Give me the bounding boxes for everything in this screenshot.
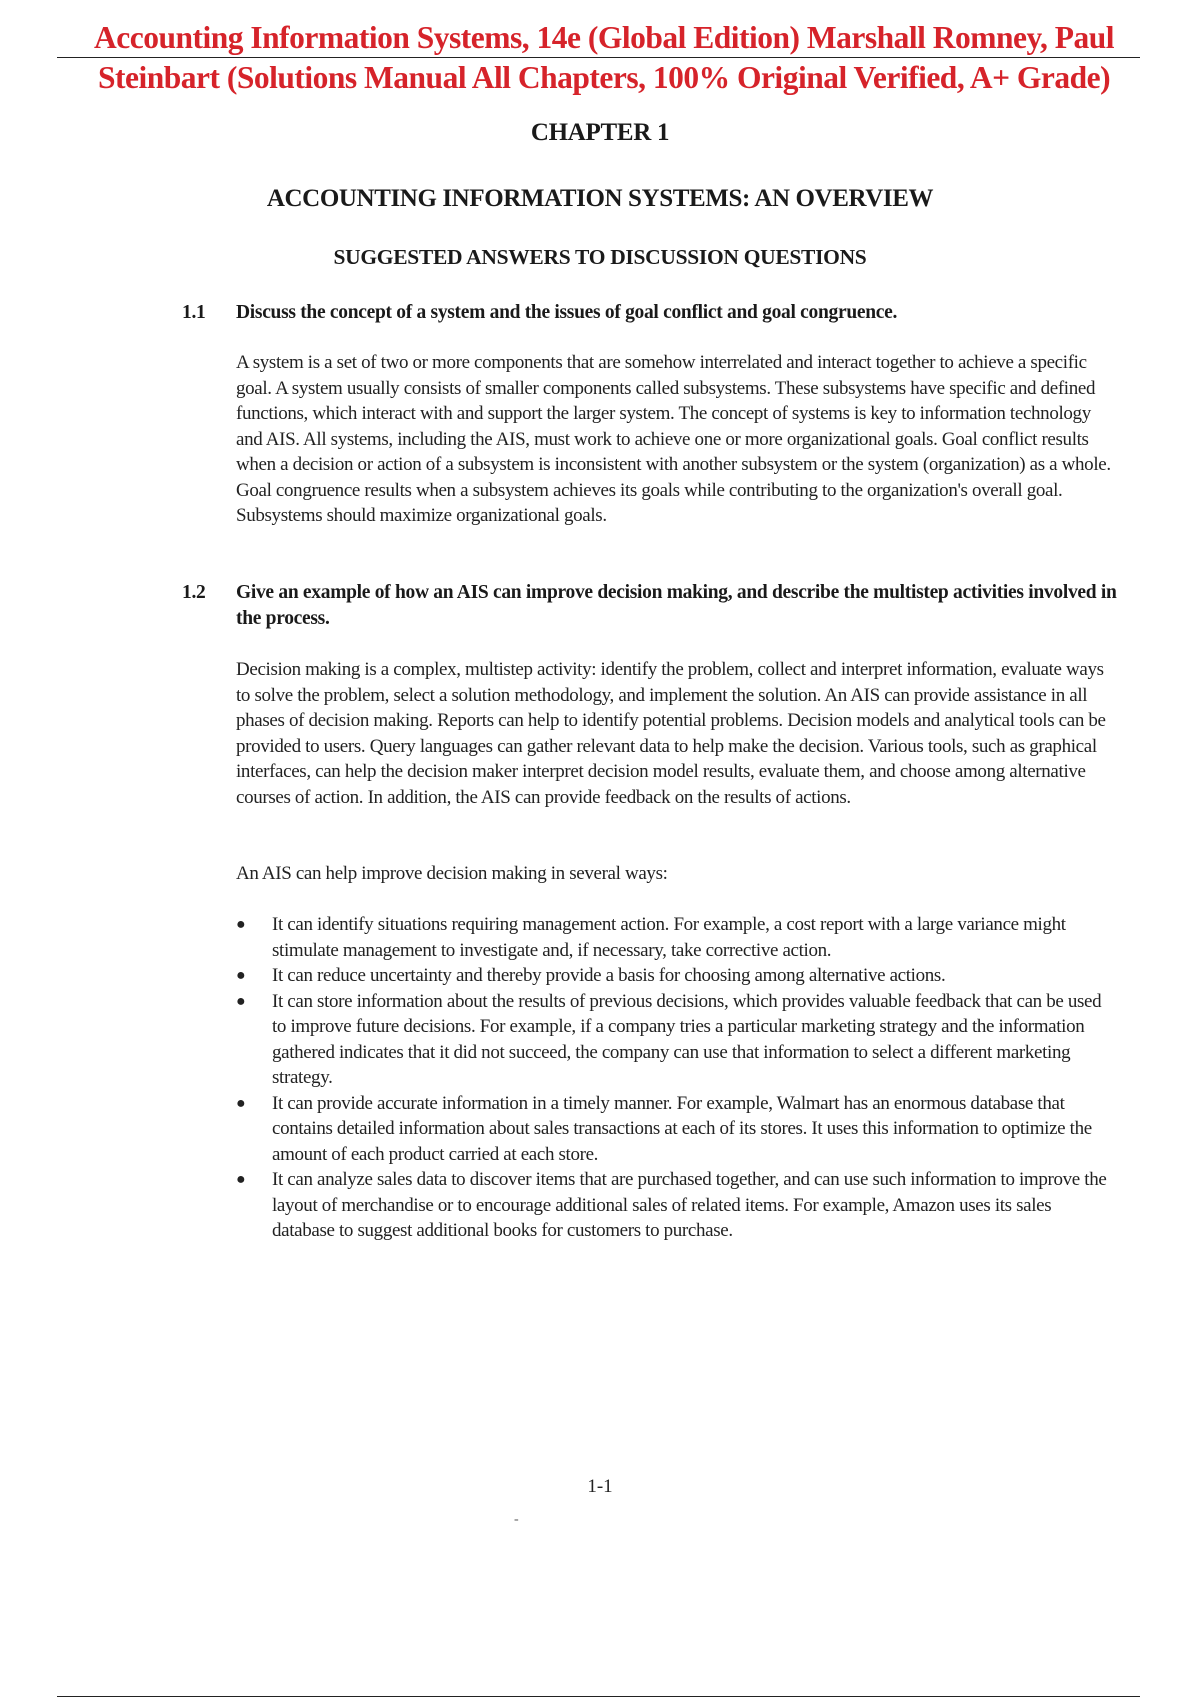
list-item — [236, 1167, 1116, 1244]
list-item — [236, 989, 1116, 1091]
question-1-1 — [182, 300, 1132, 326]
footer-rule — [57, 1696, 1140, 1697]
bullet-icon: ● — [236, 1094, 246, 1112]
answer-1-2: Decision making is a complex, multistep activity: identify the problem, collect and interpret information, evaluate ways to solve the problem, select a solution methodology, and implement the solution. An AIS can provide assistance in all phases of decision making. Reports can help to identify potential problems. Decision models and analytical tools can be provided to users. Query languages can gather relevant data to help make the decision. Various tools, such as graphical interfaces, can help the decision maker interpret decision model results, evaluate them, and choose among alternative courses of action. In addition, the AIS can provide feedback on the results of actions. — [236, 659, 1106, 808]
chapter-label: CHAPTER 1 — [530, 119, 670, 146]
page-number: 1-1 — [587, 1476, 613, 1497]
banner-line-1: Accounting Information Systems, 14e (Global Edition) Marshall Romney, Paul — [94, 20, 1115, 55]
list-item — [236, 1091, 1116, 1168]
list-item-text: It can store information about the results of previous decisions, which provides valuable feedback that can be used to improve future decisions. For example, if a company tries a particular marketing strategy and the information gathered indicates that it did not succeed, the company can use that information to select a different marketing strategy. — [272, 990, 1102, 1088]
chapter-title: ACCOUNTING INFORMATION SYSTEMS: AN OVERVIEW — [266, 185, 934, 212]
bullet-icon: ● — [236, 967, 246, 984]
list-item-text: It can reduce uncertainty and thereby provide a basis for choosing among alternative actions. — [272, 965, 946, 986]
footer-mark: - — [514, 1512, 519, 1527]
question-number: 1.1 — [182, 302, 206, 323]
answer-1-2-intro: An AIS can help improve decision making in several ways: — [236, 863, 668, 884]
question-number: 1.2 — [182, 582, 206, 603]
list-item-text: It can analyze sales data to discover items that are purchased together, and can use such information to improve the layout of merchandise or to encourage additional sales of related items. For example, Amazon uses its sales database to suggest additional books for customers to purchase. — [272, 1169, 1107, 1241]
list-item-text: It can identify situations requiring management action. For example, a cost report with a large variance might stimulate management to investigate and, if necessary, take corrective action. — [272, 914, 1066, 961]
question-1-2 — [182, 580, 1132, 631]
bullet-icon: ● — [236, 916, 246, 933]
question-text: Discuss the concept of a system and the issues of goal conflict and goal congruence. — [236, 302, 898, 323]
banner-line-2: Steinbart (Solutions Manual All Chapters, 100% Original Verified, A+ Grade) — [98, 60, 1111, 95]
section-title: SUGGESTED ANSWERS TO DISCUSSION QUESTIONS — [333, 245, 867, 269]
list-item — [236, 963, 1116, 989]
list-item-text: It can provide accurate information in a timely manner. For example, Walmart has an enormous database that contains detailed information about sales transactions at each of its stores. It uses this information to optimize the amount of each product carried at each store. — [272, 1092, 1092, 1165]
bullet-icon: ● — [236, 1171, 246, 1188]
question-text: Give an example of how an AIS can improve decision making, and describe the multistep activities involved in the process. — [236, 582, 1117, 629]
bullet-icon: ● — [236, 992, 246, 1010]
answer-1-1: A system is a set of two or more components that are somehow interrelated and interact together to achieve a specific goal. A system usually consists of smaller components called subsystems. These subsystems have specific and defined functions, which interact with and support the larger system. The concept of systems is key to information technology and AIS. All systems, including the AIS, must work to achieve one or more organizational goals. Goal conflict results when a decision or action of a subsystem is inconsistent with another subsystem or the system (organization) as a whole. Goal congruence results when a subsystem achieves its goals while contributing to the organization's overall goal. Subsystems should maximize organizational goals. — [236, 352, 1111, 526]
document-banner — [60, 18, 1170, 98]
bullet-list — [236, 912, 1116, 1244]
list-item — [236, 912, 1116, 963]
